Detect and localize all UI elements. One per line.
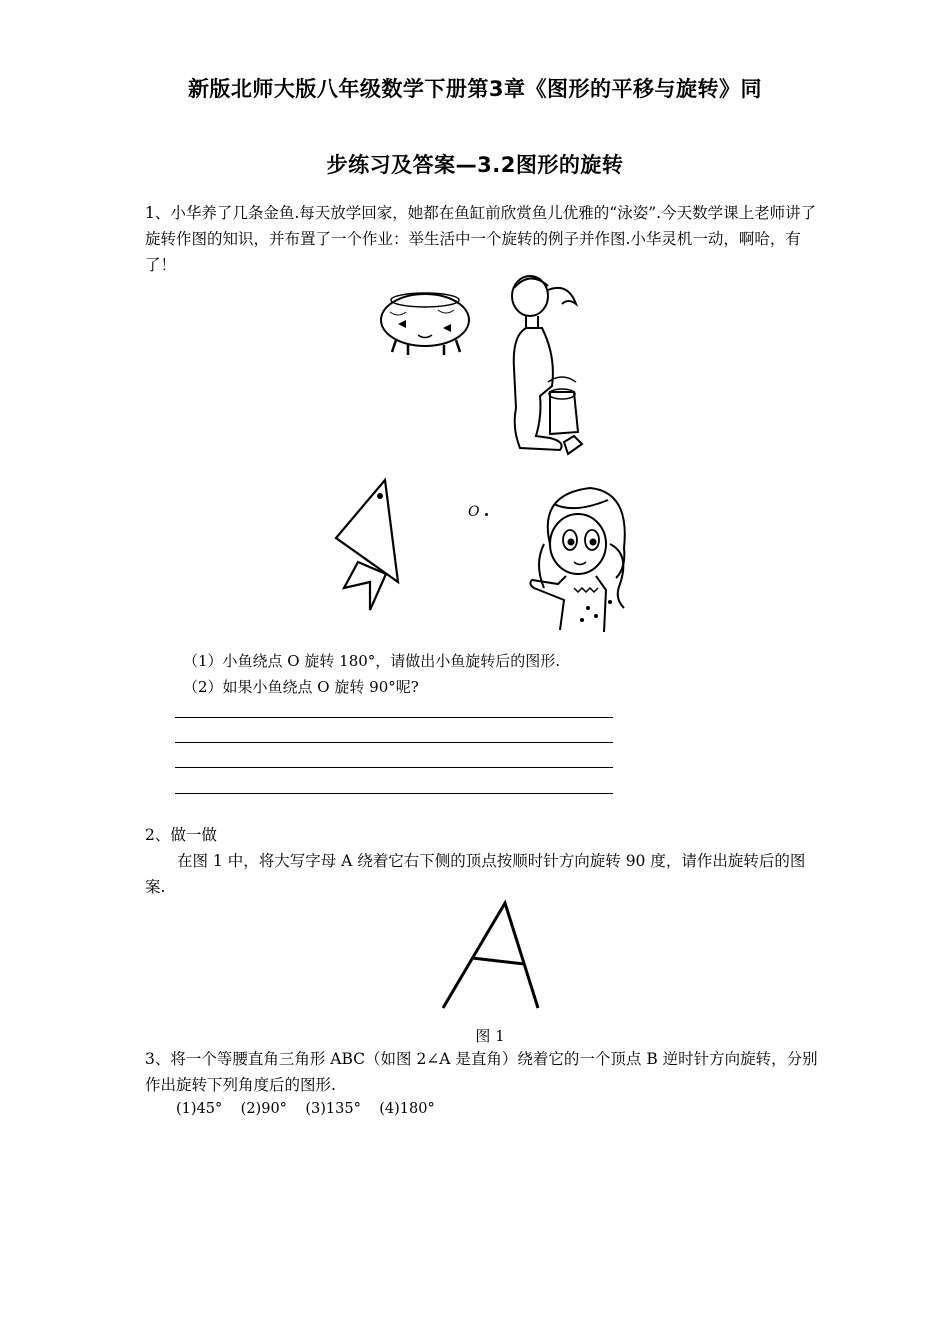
figure-1-caption: 图 1	[475, 1027, 505, 1045]
answer-line	[175, 793, 613, 794]
answer-line	[175, 742, 613, 743]
question-2-heading: 2、做一做	[145, 826, 217, 844]
answer-line	[175, 717, 613, 718]
question-1-sub-1: （1）小鱼绕点 O 旋转 180°，请做出小鱼旋转后的图形.	[183, 652, 561, 670]
page-title-line-1: 新版北师大版八年级数学下册第3章《图形的平移与旋转》同	[187, 77, 763, 101]
answer-line	[175, 767, 613, 768]
question-3-text: 3、将一个等腰直角三角形 ABC（如图 2∠A 是直角）绕着它的一个顶点 B 逆时针方向旋转，分别作出旋转下列角度后的图形.	[145, 1050, 818, 1094]
rotation-angles-list: (1)45° (2)90° (3)135° (4)180°	[176, 1101, 435, 1117]
letter-a-figure	[438, 898, 546, 1012]
question-1-text: 1、小华养了几条金鱼.每天放学回家，她都在鱼缸前欣赏鱼儿优雅的“泳姿”.今天数学课上老师讲了旋转作图的知识，并布置了一个作业：举生活中一个旋转的例子并作图.小华灵机一动，啊哈，有了！	[145, 204, 817, 274]
fish-bowl-illustration	[378, 290, 473, 365]
page-title-line-2: 步练习及答案—3.2图形的旋转	[326, 153, 624, 177]
question-1-sub-2: （2）如果小鱼绕点 O 旋转 90°呢?	[183, 678, 419, 696]
girl-with-bucket-illustration	[500, 272, 590, 462]
point-o-label: O	[468, 504, 480, 520]
point-o-marker	[485, 513, 488, 516]
fish-shape	[330, 478, 402, 618]
cartoon-girl-illustration	[530, 484, 630, 634]
question-2-text: 在图 1 中，将大写字母 A 绕着它右下侧的顶点按顺时针方向旋转 90 度，请作出旋转后的图案.	[145, 852, 806, 896]
